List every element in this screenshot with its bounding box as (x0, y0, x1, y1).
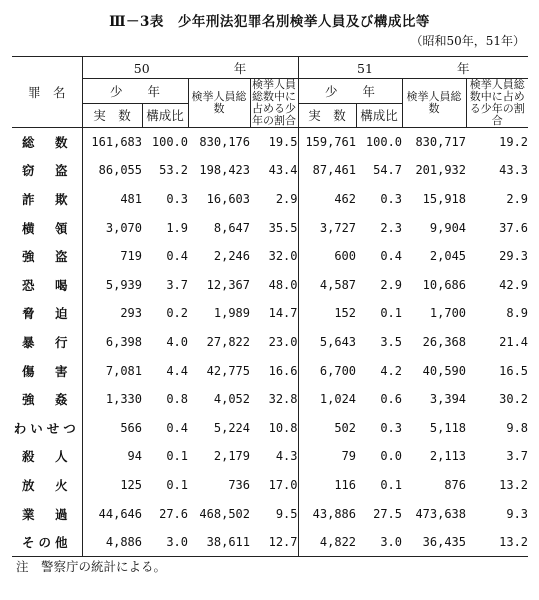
statistics-table (12, 56, 528, 557)
cell-a4: 32.0 (268, 249, 298, 264)
cell-a2: 0.1 (166, 477, 188, 492)
cell-b1: 4,822 (298, 528, 356, 557)
cell-a1: 125 (82, 471, 142, 500)
cell-b2: 4.2 (380, 363, 403, 378)
cell-b1: 87,461 (298, 156, 356, 185)
cell-b1: 5,643 (298, 328, 356, 357)
cell-a2: 100.0 (151, 135, 188, 150)
cell-a3: 830,176 (199, 135, 250, 150)
cell-b1: 152 (298, 299, 356, 328)
year-50-header: 50 年 (82, 57, 298, 79)
cell-b1: 6,700 (298, 356, 356, 385)
cell-b4: 42.9 (499, 277, 529, 292)
cell-b3: 26,368 (422, 334, 467, 349)
cell-b4: 19.2 (499, 135, 529, 150)
cell-b4: 8.9 (506, 306, 529, 321)
cell-b2: 2.3 (380, 220, 403, 235)
cell-b2: 2.9 (380, 277, 403, 292)
cell-b4: 3.7 (506, 449, 529, 464)
koseihi-50-header: 構成比 (142, 103, 188, 128)
table-title: Ⅲ－3表 少年刑法犯罪名別検挙人員及び構成比等 (109, 14, 430, 30)
cell-b1: 600 (298, 242, 356, 271)
cell-b2: 0.3 (380, 191, 403, 206)
cell-a2: 0.8 (166, 392, 188, 407)
cell-b3: 2,045 (429, 249, 467, 264)
jissu-51-header: 実 数 (298, 103, 356, 128)
cell-a3: 2,246 (213, 249, 250, 264)
crime-name: 放 火 (21, 477, 72, 493)
cell-a2: 0.2 (166, 306, 188, 321)
table-row (12, 128, 528, 157)
cell-a3: 27,822 (206, 334, 250, 349)
cell-b1: 79 (298, 442, 356, 471)
cell-a4: 32.8 (268, 392, 298, 407)
table-row (12, 528, 528, 557)
cell-b1: 462 (298, 185, 356, 214)
crime-name: 傷 害 (21, 363, 72, 379)
cell-a2: 4.0 (166, 334, 188, 349)
cell-a2: 3.0 (166, 534, 188, 549)
crime-name: 窃 盗 (21, 163, 72, 179)
cell-a2: 0.4 (166, 420, 188, 435)
crime-name: 強 姦 (21, 392, 72, 408)
cell-b4: 43.3 (499, 163, 529, 178)
cell-b3: 473,638 (415, 506, 467, 521)
cell-a3: 5,224 (213, 420, 250, 435)
footnote: 注 警察庁の統計による。 (16, 559, 167, 574)
cell-a1: 86,055 (82, 156, 142, 185)
year-51-header: 51 年 (298, 57, 528, 79)
table-row (12, 328, 528, 357)
cell-a1: 566 (82, 413, 142, 442)
table-row (12, 385, 528, 414)
cell-b3: 10,686 (422, 277, 467, 292)
cell-a2: 0.3 (166, 191, 188, 206)
cell-b4: 29.3 (499, 249, 529, 264)
table-row (12, 270, 528, 299)
cell-a1: 4,886 (82, 528, 142, 557)
cell-b3: 5,118 (429, 420, 467, 435)
cell-b3: 3,394 (429, 392, 467, 407)
cell-a2: 3.7 (166, 277, 188, 292)
cell-a1: 1,330 (82, 385, 142, 414)
cell-a1: 719 (82, 242, 142, 271)
cell-b2: 0.6 (380, 392, 403, 407)
cell-b2: 54.7 (373, 163, 403, 178)
cell-b2: 0.0 (380, 449, 403, 464)
crime-name: 脅 迫 (21, 306, 72, 322)
shonen-51-header: 少 年 (298, 79, 402, 104)
jissu-50-header: 実 数 (82, 103, 142, 128)
koseihi-51-header: 構成比 (356, 103, 402, 128)
cell-b3: 40,590 (422, 363, 467, 378)
table-subtitle: （昭和50年，51年） (410, 34, 525, 48)
cell-a1: 6,398 (82, 328, 142, 357)
cell-a1: 3,070 (82, 213, 142, 242)
cell-a1: 44,646 (82, 499, 142, 528)
cell-a4: 48.0 (268, 277, 298, 292)
cell-a3: 736 (228, 477, 250, 492)
table-row (12, 213, 528, 242)
cell-a4: 10.8 (268, 420, 298, 435)
cell-b3: 15,918 (422, 191, 467, 206)
cell-b4: 21.4 (499, 334, 529, 349)
cell-a2: 27.6 (159, 506, 188, 521)
cell-b4: 16.5 (499, 363, 529, 378)
cell-a1: 7,081 (82, 356, 142, 385)
crime-name: 殺 人 (21, 449, 72, 465)
cell-b2: 0.4 (380, 249, 403, 264)
cell-b3: 876 (444, 477, 467, 492)
cell-b3: 201,932 (415, 163, 467, 178)
cell-b4: 13.2 (499, 534, 529, 549)
crime-name: 総 数 (21, 135, 72, 151)
crime-header: 罪 名 (12, 57, 82, 128)
crime-name: 暴 行 (21, 334, 72, 350)
cell-b4: 37.6 (499, 220, 529, 235)
cell-a1: 94 (82, 442, 142, 471)
cell-a1: 5,939 (82, 270, 142, 299)
table-row (12, 356, 528, 385)
cell-a3: 38,611 (206, 534, 250, 549)
cell-b1: 502 (298, 413, 356, 442)
cell-a2: 53.2 (159, 163, 188, 178)
cell-a1: 293 (82, 299, 142, 328)
cell-a4: 12.7 (268, 534, 298, 549)
cell-b2: 0.1 (380, 477, 403, 492)
cell-b1: 43,886 (298, 499, 356, 528)
table-row (12, 471, 528, 500)
cell-b4: 13.2 (499, 477, 529, 492)
table-row (12, 299, 528, 328)
cell-a3: 2,179 (213, 449, 250, 464)
cell-a2: 4.4 (166, 363, 188, 378)
cell-b3: 1,700 (429, 306, 467, 321)
cell-b3: 36,435 (422, 534, 467, 549)
cell-a4: 19.5 (268, 135, 298, 150)
cell-a3: 1,989 (213, 306, 250, 321)
cell-b4: 9.3 (506, 506, 529, 521)
kenkyo-total-51-header: 検挙人員総数 (402, 79, 466, 128)
cell-b1: 4,587 (298, 270, 356, 299)
table-row (12, 499, 528, 528)
crime-name: 強 盗 (21, 249, 72, 265)
cell-b2: 3.5 (380, 334, 403, 349)
cell-b2: 0.1 (380, 306, 403, 321)
cell-a2: 0.1 (166, 449, 188, 464)
table-row (12, 413, 528, 442)
crime-name: 業 過 (21, 506, 72, 522)
crime-name: 横 領 (21, 220, 72, 236)
cell-a3: 12,367 (206, 277, 250, 292)
crime-name: 詐 欺 (21, 191, 72, 207)
cell-a2: 0.4 (166, 249, 188, 264)
kenkyo-total-50-header: 検挙人員総数 (188, 79, 250, 128)
cell-a4: 43.4 (268, 163, 298, 178)
cell-b2: 27.5 (373, 506, 403, 521)
cell-b4: 9.8 (506, 420, 529, 435)
cell-b3: 830,717 (415, 135, 467, 150)
table-row (12, 242, 528, 271)
cell-a3: 42,775 (206, 363, 250, 378)
crime-name: その他 (21, 534, 72, 550)
cell-b2: 0.3 (380, 420, 403, 435)
cell-a4: 9.5 (275, 506, 298, 521)
cell-b2: 100.0 (365, 135, 403, 150)
cell-a4: 14.7 (268, 306, 298, 321)
cell-b1: 159,761 (298, 128, 356, 157)
cell-b3: 2,113 (429, 449, 467, 464)
cell-a3: 16,603 (206, 191, 250, 206)
cell-a4: 17.0 (268, 477, 298, 492)
cell-b4: 2.9 (506, 191, 529, 206)
cell-b1: 116 (298, 471, 356, 500)
table-row (12, 185, 528, 214)
table-row (12, 442, 528, 471)
table-row (12, 156, 528, 185)
cell-a3: 198,423 (199, 163, 250, 178)
cell-b4: 30.2 (499, 392, 529, 407)
cell-a4: 23.0 (268, 334, 298, 349)
cell-b1: 3,727 (298, 213, 356, 242)
cell-a4: 4.3 (275, 449, 298, 464)
cell-a3: 468,502 (199, 506, 250, 521)
shonen-50-header: 少 年 (82, 79, 188, 104)
cell-a4: 35.5 (268, 220, 298, 235)
crime-name: 恐 喝 (21, 277, 72, 293)
crime-name: わいせつ (13, 420, 80, 436)
cell-b3: 9,904 (429, 220, 467, 235)
ratio-50-header: 検挙人員総数中に占める少年の割合 (250, 79, 298, 128)
cell-a3: 4,052 (213, 392, 250, 407)
cell-a4: 16.6 (268, 363, 298, 378)
cell-a1: 161,683 (82, 128, 142, 157)
cell-a3: 8,647 (213, 220, 250, 235)
ratio-51-header: 検挙人員総数中に占める少年の割合 (466, 79, 528, 128)
cell-b1: 1,024 (298, 385, 356, 414)
cell-a4: 2.9 (275, 191, 298, 206)
cell-a1: 481 (82, 185, 142, 214)
cell-b2: 3.0 (380, 534, 403, 549)
cell-a2: 1.9 (166, 220, 188, 235)
